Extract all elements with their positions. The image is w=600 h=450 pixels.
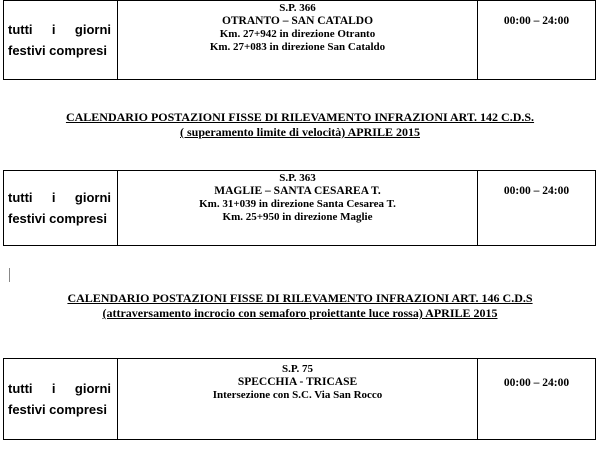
days-word: tutti <box>8 190 33 205</box>
route-name: OTRANTO – SAN CATALDO <box>221 15 374 27</box>
calendar-heading-2 <box>0 291 600 321</box>
route-name: SPECCHIA - TRICASE <box>237 376 358 388</box>
km-line-2: Km. 25+950 in direzione Maglie <box>222 211 373 223</box>
calendar-title: CALENDARIO POSTAZIONI FISSE DI RILEVAMENTO INFRAZIONI ART. 146 C.D.S <box>67 291 533 305</box>
hours-cell: 00:00 – 24:00 <box>503 377 570 389</box>
calendar-heading-1 <box>0 110 600 140</box>
km-line-1: Intersezione con S.C. Via San Rocco <box>212 389 383 401</box>
calendar-title: CALENDARIO POSTAZIONI FISSE DI RILEVAMENTO INFRAZIONI ART. 142 C.D.S. <box>65 110 535 124</box>
calendar-subtitle: (attraversamento incrocio con semaforo proiettante luce rossa) APRILE 2015 <box>102 306 498 320</box>
days-cell <box>4 1 118 79</box>
location-cell <box>118 359 478 439</box>
days-word: tutti <box>8 381 33 396</box>
location-cell <box>118 1 478 79</box>
margin-mark <box>9 268 10 282</box>
days-word: i <box>51 190 56 205</box>
days-word: i <box>51 22 56 37</box>
km-line-2: Km. 27+083 in direzione San Cataldo <box>209 41 386 53</box>
calendar-subtitle: ( superamento limite di velocità) APRILE 2015 <box>180 125 420 139</box>
schedule-row-1 <box>3 0 596 80</box>
road-name: S.P. 75 <box>281 363 314 375</box>
location-cell <box>118 171 478 245</box>
days-word: tutti <box>8 22 33 37</box>
days-cell <box>4 359 118 439</box>
hours-cell: 00:00 – 24:00 <box>503 15 570 27</box>
days-line2: festivi compresi <box>8 402 107 417</box>
road-name: S.P. 363 <box>279 172 316 184</box>
days-line2: festivi compresi <box>8 43 107 58</box>
route-name: MAGLIE – SANTA CESAREA T. <box>214 185 381 197</box>
schedule-row-2 <box>3 170 596 246</box>
road-name: S.P. 366 <box>279 2 316 14</box>
days-word: giorni <box>74 22 111 37</box>
hours-cell: 00:00 – 24:00 <box>503 185 570 197</box>
schedule-row-3 <box>3 358 596 440</box>
km-line-1: Km. 31+039 in direzione Santa Cesarea T. <box>199 198 396 210</box>
days-cell <box>4 171 118 245</box>
days-line2: festivi compresi <box>8 211 107 226</box>
days-word: i <box>51 381 56 396</box>
days-word: giorni <box>74 190 111 205</box>
days-word: giorni <box>74 381 111 396</box>
km-line-1: Km. 27+942 in direzione Otranto <box>219 28 376 40</box>
